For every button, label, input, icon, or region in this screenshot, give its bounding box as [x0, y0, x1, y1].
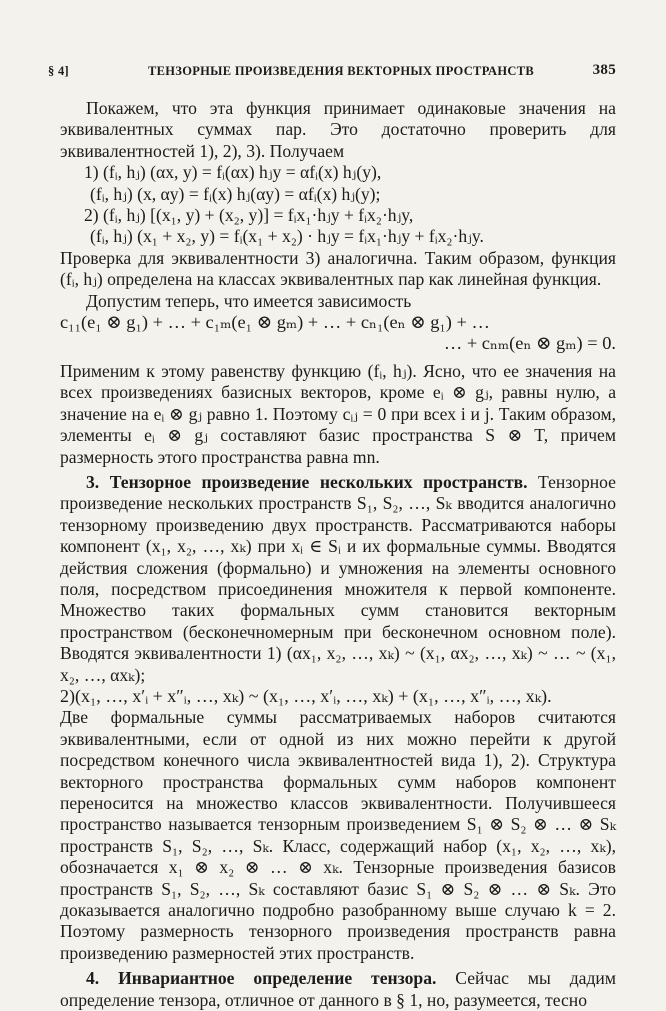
equivalence-2-equation: 2)(x₁, …, x′ᵢ + x″ᵢ, …, xₖ) ~ (x₁, …, x′ᵢ, …, xₖ) + (x₁, …, x″ᵢ, …, xₖ). [60, 685, 552, 706]
equation-2a: 2) (fᵢ, hⱼ) [(x₁, y) + (x₂, y)] = fᵢx₁·hⱼy + fᵢx₂·hⱼy, [84, 205, 414, 226]
running-header [48, 62, 616, 82]
page-number: 385 [592, 62, 616, 78]
header-title: ТЕНЗОРНЫЕ ПРОИЗВЕДЕНИЯ ВЕКТОРНЫХ ПРОСТРАНСТВ [148, 64, 534, 78]
display-equation-line-1: c₁₁(e₁ ⊗ g₁) + … + c₁ₘ(e₁ ⊗ gₘ) + … + cₙ₁(eₙ ⊗ g₁) + … [60, 312, 490, 333]
paragraph-5 [60, 472, 616, 686]
paragraph-1: Покажем, что эта функция принимает одинаковые значения на эквивалентных суммах пар. Это достаточно проверить для эквивалентностей 1), 2), 3). Получаем [60, 98, 616, 161]
page-body [60, 98, 616, 1011]
paragraph-4: Применим к этому равенству функцию (fᵢ, hⱼ). Ясно, что ее значения на всех произведениях базисных векторов, кроме eᵢ ⊗ gⱼ, равны нулю, а значение на eᵢ ⊗ gⱼ равно 1. Поэтому cᵢⱼ = 0 при всех i и j. Таким образом, элементы eᵢ ⊗ gⱼ составляют базис пространства S ⊗ T, причем размерность этого пространства равна mn. [60, 360, 616, 467]
paragraph-3: Допустим теперь, что имеется зависимость [86, 290, 412, 311]
paragraph-5-text: Тензорное произведение нескольких пространств S₁, S₂, …, Sₖ вводится аналогично тензорному произведению двух пространств. Рассматриваются наборы компонент (x₁, x₂, …, xₖ) при xᵢ ∈ Sᵢ и их формальные суммы. Вводятся действия сложения (формально) и умножения на элементы основного поля, посредством присоединения множителя к первой компоненте. Множество таких формальных сумм становится векторным пространством (бесконечномерным при бесконечном основном поле). Вводятся эквивалентности 1) (αx₁, x₂, …, xₖ) ~ (x₁, αx₂, …, xₖ) ~ … ~ (x₁, x₂, …, αxₖ); [60, 471, 616, 685]
paragraph-6: Две формальные суммы рассматриваемых наборов считаются эквивалентными, если от одной из них можно перейти к другой посредством конечного числа эквивалентностей вида 1), 2). Структура векторного пространства формальных сумм наборов компонент переносится на множество классов эквивалентности. Получившееся пространство называется тензорным произведением S₁ ⊗ S₂ ⊗ … ⊗ Sₖ пространств S₁, S₂, …, Sₖ. Класс, содержащий набор (x₁, x₂, …, xₖ), обозначается x₁ ⊗ x₂ ⊗ … ⊗ xₖ. Тензорные произведения базисов пространств S₁, S₂, …, Sₖ составляют базис S₁ ⊗ S₂ ⊗ … ⊗ Sₖ. Это доказывается аналогично подробно разобранному выше случаю k = 2. Поэтому размерность тензорного произведения пространств равна произведению размерностей этих пространств. [60, 707, 616, 963]
equation-1a: 1) (fᵢ, hⱼ) (αx, y) = fᵢ(αx) hⱼy = αfᵢ(x) hⱼ(y), [84, 162, 382, 183]
section-3-heading: 3. Тензорное произведение нескольких пространств. [86, 471, 528, 492]
section-4-heading: 4. Инвариантное определение тензора. [86, 968, 437, 989]
display-equation-line-2: … + cₙₘ(eₙ ⊗ gₘ) = 0. [443, 333, 616, 354]
header-section: § 4] [48, 64, 69, 78]
equation-2b: (fᵢ, hⱼ) (x₁ + x₂, y) = fᵢ(x₁ + x₂) · hⱼy = fᵢx₁·hⱼy + fᵢx₂·hⱼy. [90, 226, 484, 247]
paragraph-2: Проверка для эквивалентности 3) аналогична. Таким образом, функция (fᵢ, hⱼ) определена на классах эквивалентных пар как линейная функция. [60, 247, 616, 290]
paragraph-7-text: Сейчас мы дадим определение тензора, отличное от данного в § 1, но, разумеется, тесно [60, 968, 616, 1010]
equation-1b: (fᵢ, hⱼ) (x, αy) = fᵢ(x) hⱼ(αy) = αfᵢ(x) hⱼ(y); [90, 183, 381, 204]
paragraph-7 [60, 968, 616, 1011]
